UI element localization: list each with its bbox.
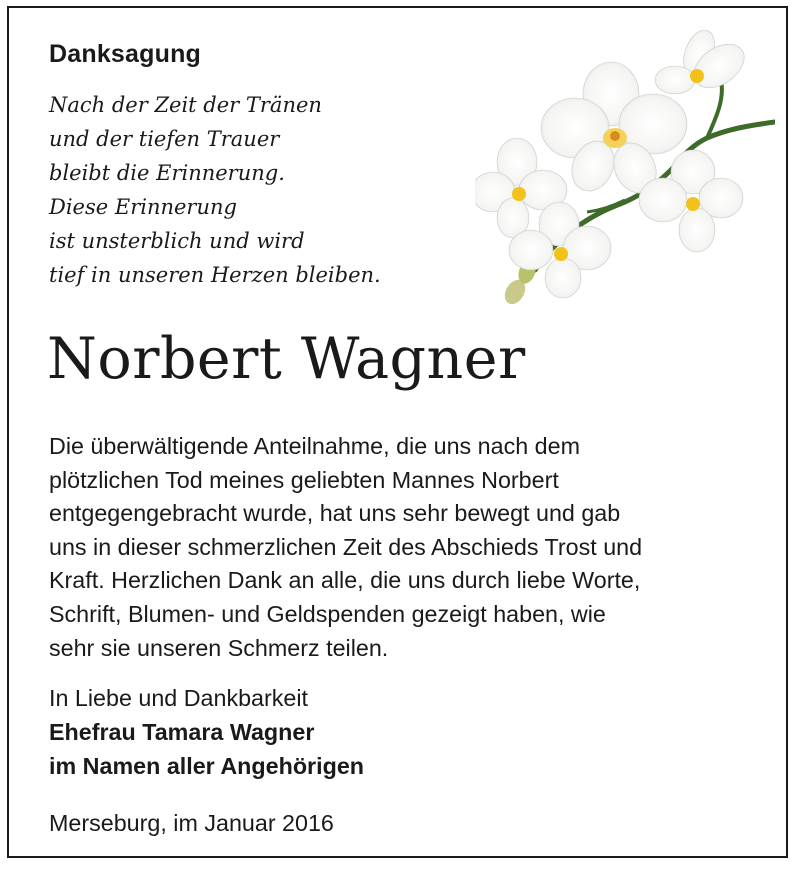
body-line: Kraft. Herzlichen Dank an alle, die uns durch liebe Worte, [49, 567, 641, 594]
orchid-image [475, 30, 775, 310]
orchid-flower [655, 30, 752, 97]
poem-line: und der tiefen Trauer [49, 127, 280, 151]
body-line: Schrift, Blumen- und Geldspenden gezeigt haben, wie [49, 600, 606, 627]
thank-you-text [49, 430, 779, 665]
poem-line: tief in unseren Herzen bleiben. [49, 263, 381, 287]
body-line: entgegengebracht wurde, hat uns sehr bewegt und gab [49, 500, 621, 527]
poem-line: Nach der Zeit der Tränen [49, 93, 322, 117]
deceased-name: Norbert Wagner [47, 326, 526, 392]
poem-line: ist unsterblich und wird [49, 229, 305, 253]
body-line: sehr sie unseren Schmerz teilen. [49, 634, 389, 661]
poem [49, 88, 489, 292]
body-line: uns in dieser schmerzlichen Zeit des Abschieds Trost und [49, 533, 643, 560]
closing-block [49, 681, 364, 783]
signer-name: Ehefrau Tamara Wagner [49, 719, 315, 745]
obituary-card [7, 6, 788, 858]
body-line: plötzlichen Tod meines geliebten Mannes Norbert [49, 466, 559, 493]
heading: Danksagung [49, 40, 202, 68]
place-date: Merseburg, im Januar 2016 [49, 810, 334, 836]
poem-line: bleibt die Erinnerung. [49, 161, 285, 185]
closing-line: In Liebe und Dankbarkeit [49, 685, 309, 711]
on-behalf-line: im Namen aller Angehörigen [49, 753, 365, 779]
poem-line: Diese Erinnerung [49, 195, 237, 219]
body-line: Die überwältigende Anteilnahme, die uns nach dem [49, 433, 580, 459]
